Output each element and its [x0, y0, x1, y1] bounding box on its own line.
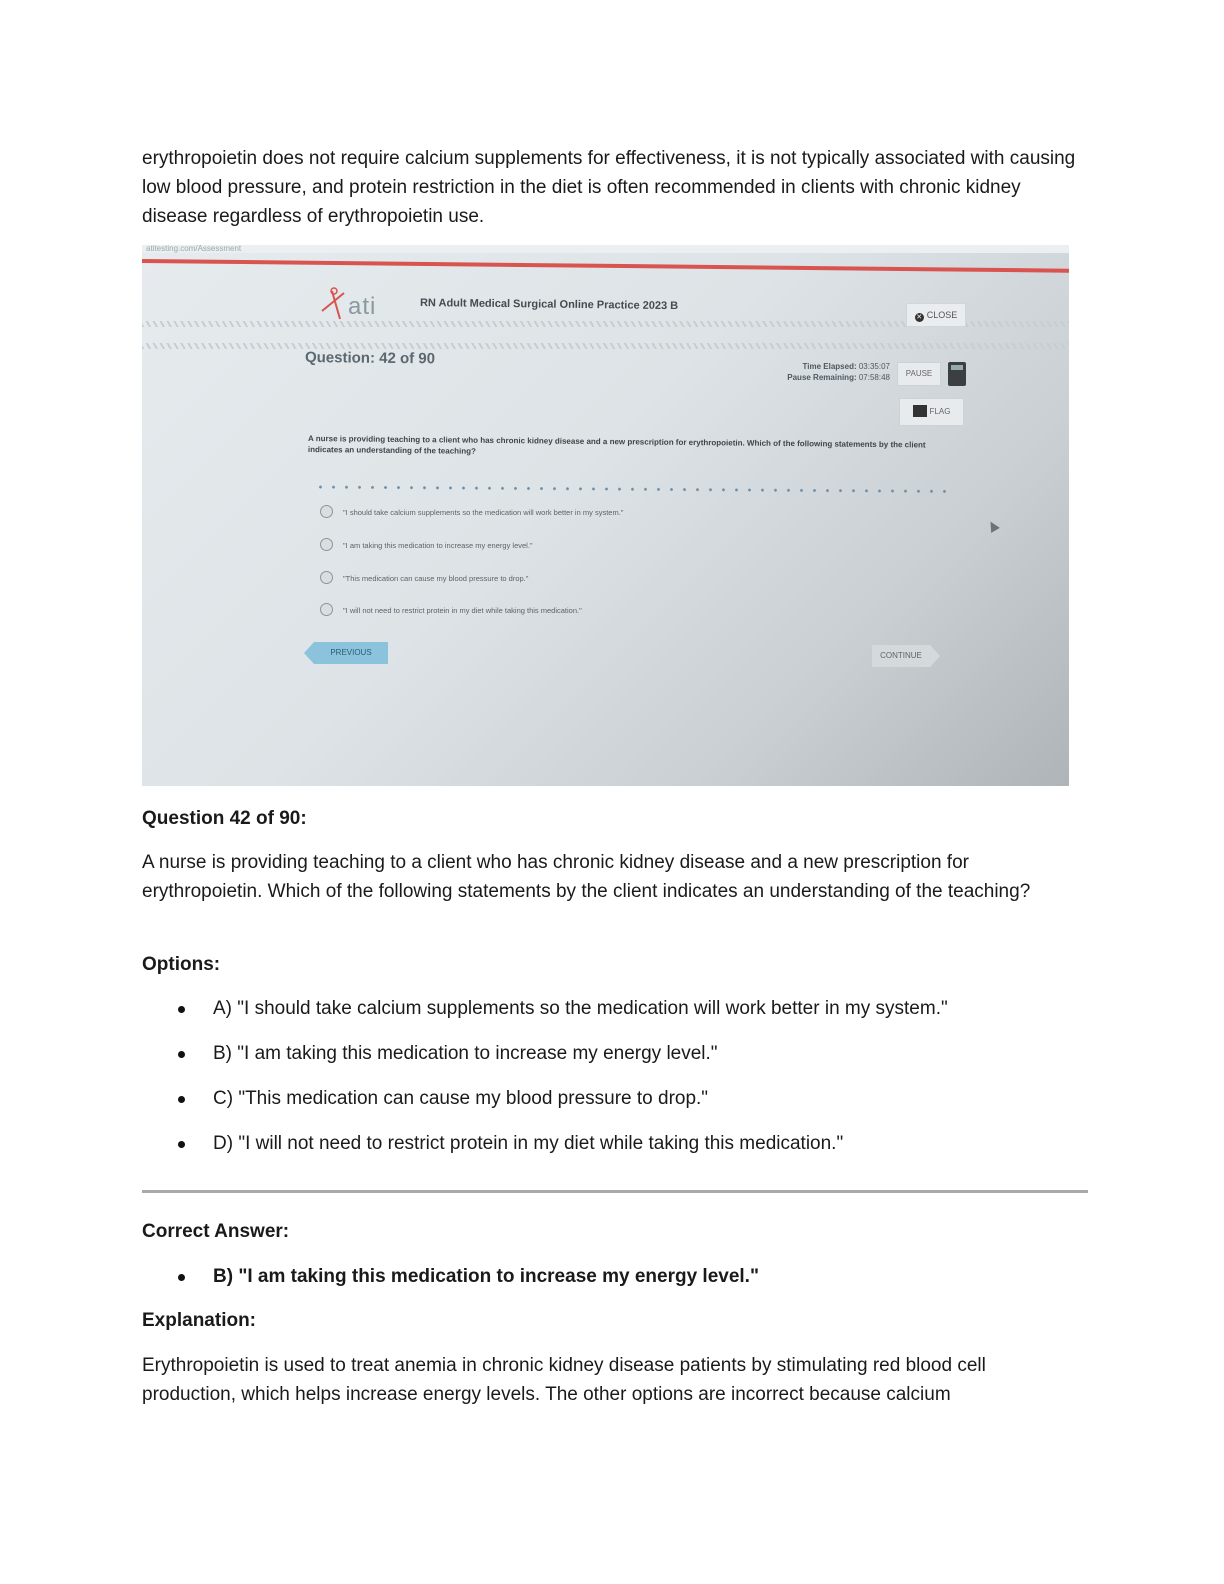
- options-heading: Options:: [142, 954, 221, 975]
- bullet-icon: [178, 1096, 185, 1103]
- radio-button[interactable]: [320, 538, 333, 551]
- answer-option[interactable]: "I am taking this medication to increase my energy level.": [320, 538, 533, 551]
- list-item: B) "I am taking this medication to increase my energy level.": [142, 1262, 1082, 1307]
- url-bar: atitesting.com/Assessment: [142, 245, 1069, 253]
- red-header-bar: [142, 259, 1069, 273]
- flag-icon: [913, 405, 927, 417]
- flag-button[interactable]: FLAG: [899, 398, 964, 426]
- bullet-icon: [178, 1051, 185, 1058]
- correct-answer-heading: Correct Answer:: [142, 1221, 290, 1242]
- explanation-heading: Explanation:: [142, 1310, 257, 1331]
- bullet-icon: [178, 1274, 185, 1281]
- list-item: A) "I should take calcium supplements so the medication will work better in my system.": [142, 994, 1082, 1039]
- calculator-icon[interactable]: [948, 362, 966, 386]
- pause-button[interactable]: PAUSE: [897, 362, 941, 386]
- screenshot-photo: [142, 245, 1069, 786]
- radio-button[interactable]: [320, 505, 333, 518]
- radio-button[interactable]: [320, 603, 333, 616]
- radio-button[interactable]: [320, 571, 333, 584]
- correct-answer-list: [142, 1262, 1082, 1307]
- explanation-text: Erythropoietin is used to treat anemia in chronic kidney disease patients by stimulating red blood cell production, which helps increase energy levels. The other options are incorrect because calcium: [142, 1355, 986, 1405]
- list-item: C) "This medication can cause my blood pressure to drop.": [142, 1084, 1082, 1129]
- question-text: A nurse is providing teaching to a client who has chronic kidney disease and a new prescription for erythropoietin. Which of the following statements by the client indicates an understanding of the teaching?: [142, 852, 1031, 902]
- progress-dots: [314, 483, 954, 495]
- previous-button[interactable]: PREVIOUS: [314, 642, 388, 664]
- divider-hatch: [142, 343, 1069, 349]
- options-list: [142, 994, 1082, 1174]
- continue-button[interactable]: CONTINUE: [872, 645, 930, 667]
- question-heading: Question 42 of 90:: [142, 808, 307, 829]
- question-stem: A nurse is providing teaching to a client who has chronic kidney disease and a new prescription for erythropoietin. Which of the following statements by the client indicates an understanding of the teaching?: [307, 434, 926, 456]
- question-counter: Question: 42 of 90: [304, 349, 436, 368]
- close-button[interactable]: ✕ CLOSE: [906, 303, 966, 327]
- intro-paragraph: erythropoietin does not require calcium supplements for effectiveness, it is not typically associated with causing low blood pressure, and protein restriction in the diet is often recommended in clients with chronic kidney disease regardless of erythropoietin use.: [142, 148, 1076, 227]
- timer-readout: Time Elapsed: 03:35:07 Pause Remaining: 07:58:48: [787, 362, 890, 382]
- answer-option[interactable]: "I should take calcium supplements so the medication will work better in my system.": [320, 505, 623, 518]
- answer-option[interactable]: "I will not need to restrict protein in my diet while taking this medication.": [320, 603, 582, 616]
- mouse-cursor-icon: [986, 519, 1000, 533]
- answer-option[interactable]: "This medication can cause my blood pressure to drop.": [320, 571, 528, 584]
- close-icon: ✕: [916, 314, 923, 321]
- list-item: B) "I am taking this medication to increase my energy level.": [142, 1039, 1082, 1084]
- bullet-icon: [178, 1141, 185, 1148]
- ati-logo-text: ati: [348, 293, 377, 320]
- exam-title: RN Adult Medical Surgical Online Practice 2023 B: [419, 297, 679, 313]
- list-item: D) "I will not need to restrict protein in my diet while taking this medication.": [142, 1129, 1082, 1174]
- horizontal-rule: [142, 1190, 1088, 1193]
- bullet-icon: [178, 1006, 185, 1013]
